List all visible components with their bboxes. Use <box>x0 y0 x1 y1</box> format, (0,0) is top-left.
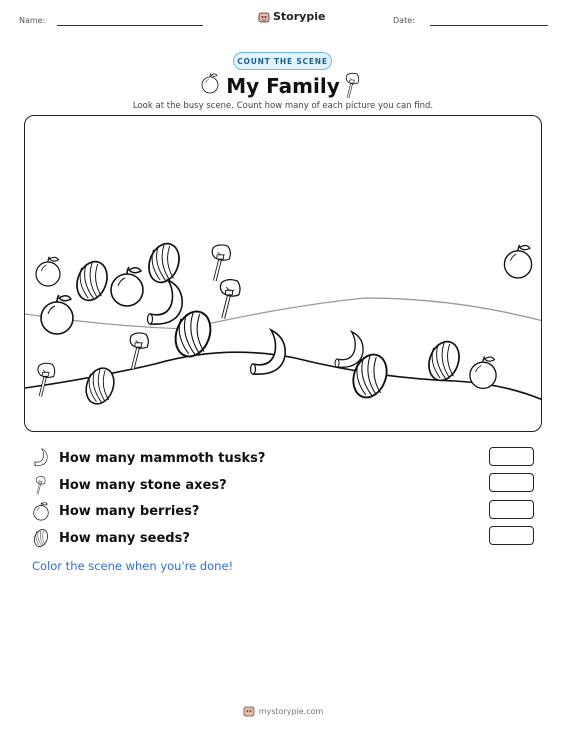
stone-axe-icon <box>344 71 362 99</box>
question-mammoth-tusks <box>31 448 265 468</box>
footer-url[interactable]: mystorypie.com <box>258 706 324 716</box>
date-label: Date: <box>393 16 415 25</box>
instructions: Look at the busy scene. Count how many of each picture you can find. <box>132 101 434 111</box>
stone-axe-icon <box>31 475 51 495</box>
name-label: Name: <box>19 16 46 25</box>
page-title: My Family <box>226 74 340 98</box>
question-text: How many stone axes? <box>59 477 227 493</box>
busy-scene <box>24 115 542 432</box>
scene-illustration <box>25 116 542 432</box>
answer-box-berries[interactable] <box>489 500 534 519</box>
question-text: How many berries? <box>59 503 200 519</box>
question-stone-axes <box>31 475 227 495</box>
name-line[interactable] <box>57 25 203 26</box>
storypie-logo-icon <box>243 705 255 717</box>
mammoth-tusk-icon <box>31 448 51 468</box>
brand-logo <box>258 10 325 23</box>
berry-icon <box>31 501 51 521</box>
question-text: How many mammoth tusks? <box>59 450 266 466</box>
footer <box>0 705 566 717</box>
brand-name: Storypie <box>273 10 326 23</box>
answer-box-mammoth-tusks[interactable] <box>489 447 534 466</box>
seed-icon <box>31 528 51 548</box>
question-seeds <box>31 528 190 548</box>
question-berries <box>31 501 199 521</box>
answer-box-seeds[interactable] <box>489 526 534 545</box>
activity-badge: COUNT THE SCENE <box>233 52 332 70</box>
answer-box-stone-axes[interactable] <box>489 473 534 492</box>
date-line[interactable] <box>430 25 548 26</box>
storypie-logo-icon <box>258 11 270 23</box>
question-text: How many seeds? <box>59 530 190 546</box>
closing-instruction: Color the scene when you're done! <box>32 559 234 573</box>
